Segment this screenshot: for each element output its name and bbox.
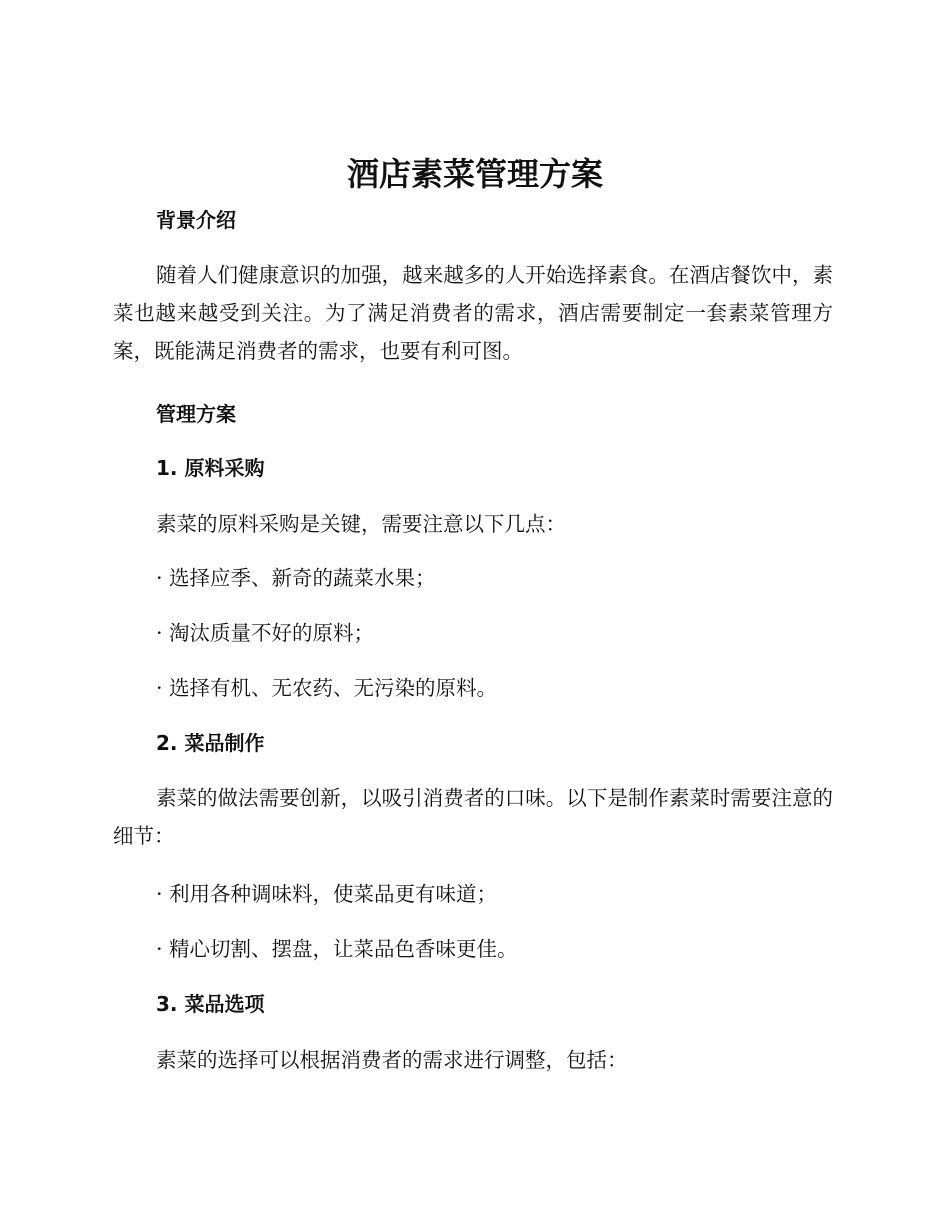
list-item: · 淘汰质量不好的原料；: [156, 621, 375, 645]
purchase-intro: 素菜的原料采购是关键，需要注意以下几点：: [156, 512, 566, 536]
list-item: · 利用各种调味料，使菜品更有味道；: [156, 882, 498, 906]
section-heading-plan: 管理方案: [156, 402, 236, 426]
section-heading-background: 背景介绍: [156, 208, 236, 232]
list-item: · 选择应季、新奇的蔬菜水果；: [156, 566, 436, 590]
list-item: · 精心切割、摆盘，让菜品色香味更佳。: [156, 937, 518, 961]
subheading-options: 3. 菜品选项: [156, 992, 265, 1016]
subheading-production: 2. 菜品制作: [156, 731, 265, 755]
options-intro: 素菜的选择可以根据消费者的需求进行调整，包括：: [156, 1048, 628, 1072]
subheading-purchase: 1. 原料采购: [156, 456, 265, 480]
production-intro: 素菜的做法需要创新，以吸引消费者的口味。以下是制作素菜时需要注意的细节：: [113, 786, 833, 848]
list-item: · 选择有机、无农药、无污染的原料。: [156, 676, 498, 700]
background-paragraph: 随着人们健康意识的加强，越来越多的人开始选择素食。在酒店餐饮中，素菜也越来越受到关注。为了满足消费者的需求，酒店需要制定一套素菜管理方案，既能满足消费者的需求，也要有利可图。: [113, 263, 833, 363]
document-title: 酒店素菜管理方案: [346, 155, 603, 193]
